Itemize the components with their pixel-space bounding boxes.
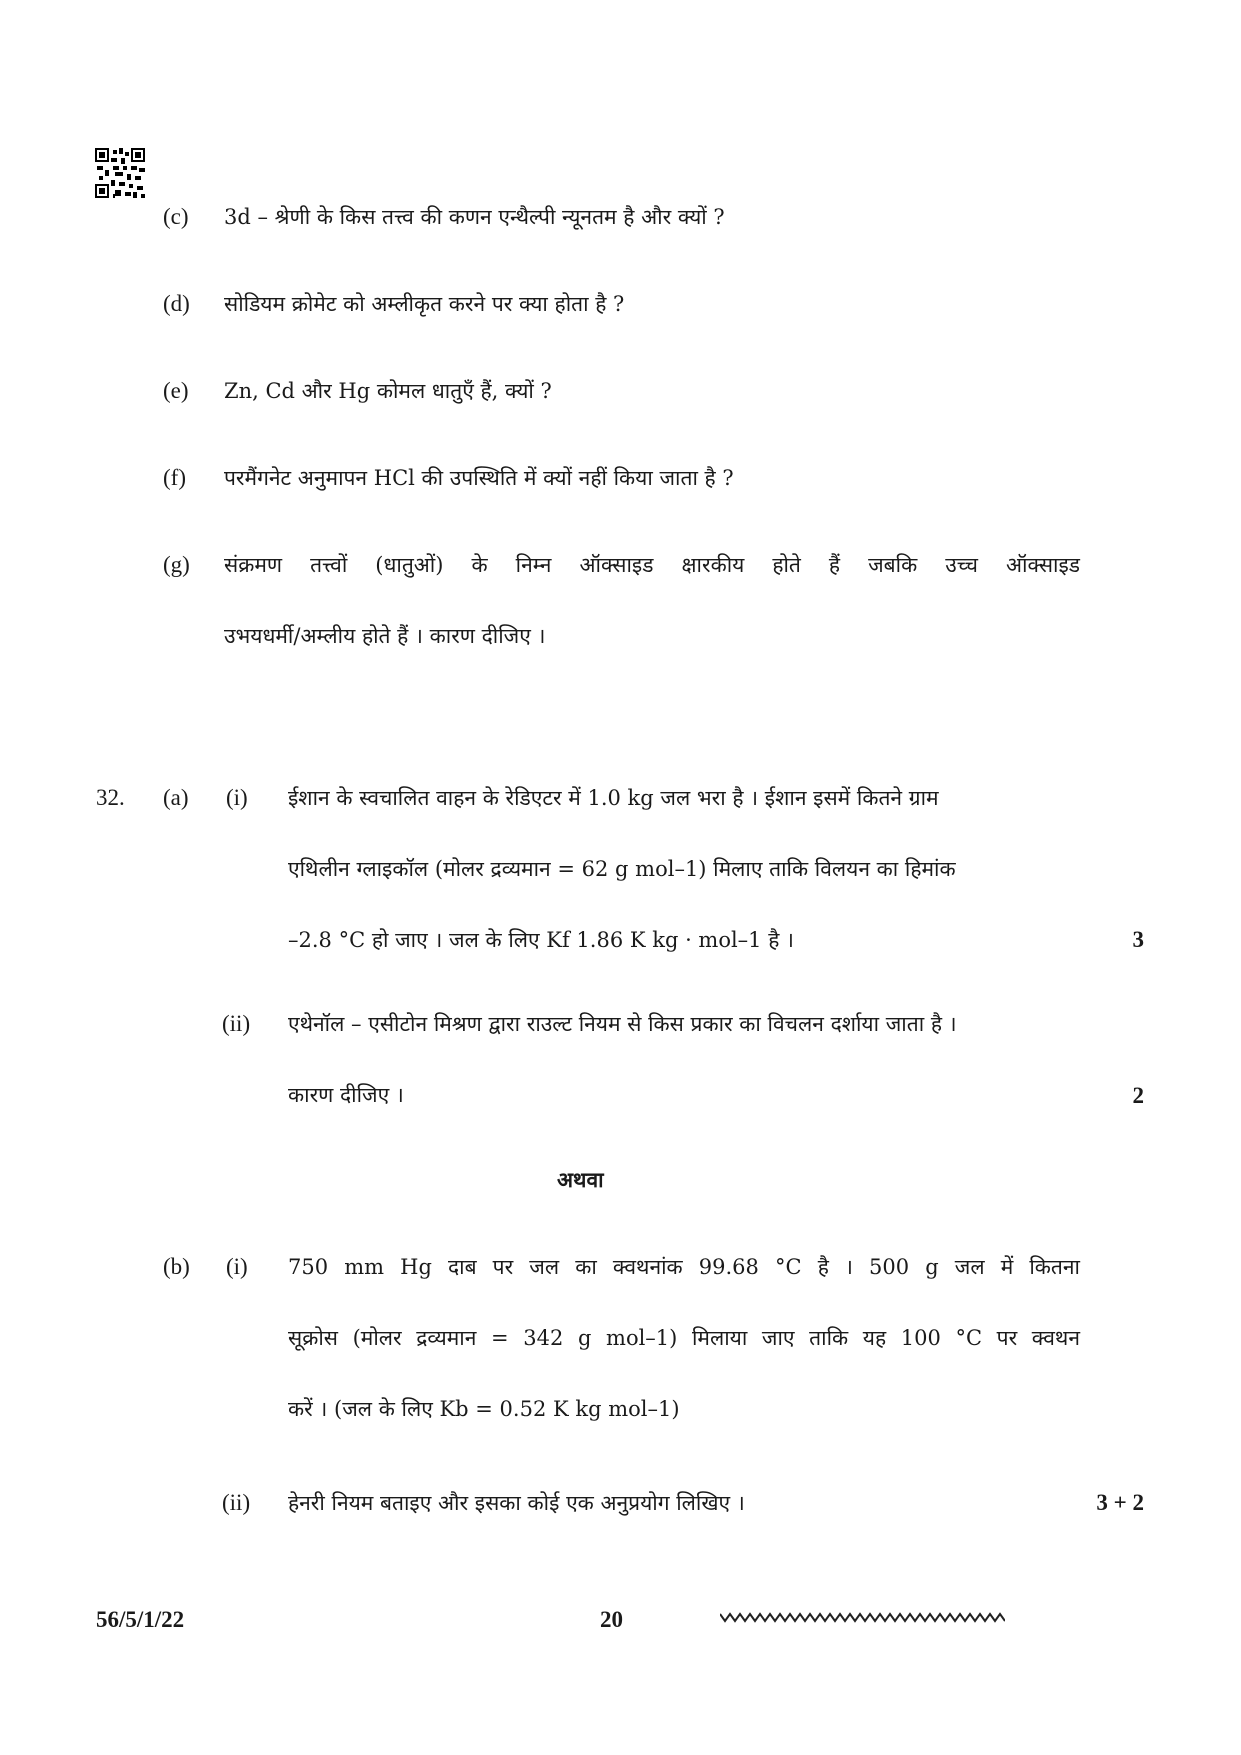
subpart-label-a-i: (i) — [226, 785, 248, 810]
question-text-32a-ii-line1: एथेनॉल – एसीटोन मिश्रण द्वारा राउल्ट नियम से किस प्रकार का विचलन दर्शाया जाता है । — [288, 1012, 957, 1036]
question-text-32b-i-line3: करें । (जल के लिए Kb = 0.52 K kg mol–1) — [288, 1397, 680, 1421]
question-text-g-line2: उभयधर्मी/अम्लीय होते हैं । कारण दीजिए । — [224, 624, 546, 648]
question-number-32: 32. — [96, 785, 125, 810]
question-text-32a-i-line2: एथिलीन ग्लाइकॉल (मोलर द्रव्यमान = 62 g mol–1) मिलाए ताकि विलयन का हिमांक — [288, 857, 956, 881]
paper-code: 56/5/1/22 — [96, 1607, 185, 1632]
part-label-b: (b) — [163, 1254, 190, 1279]
or-divider-text: अथवा — [557, 1167, 604, 1192]
question-text-d: सोडियम क्रोमेट को अम्लीकृत करने पर क्या होता है ? — [224, 292, 625, 316]
subpart-label-b-i: (i) — [226, 1254, 248, 1279]
question-text-e: Zn, Cd और Hg कोमल धातुएँ हैं, क्यों ? — [224, 379, 552, 403]
marks-32a-i: 3 — [1132, 927, 1144, 952]
qr-code — [95, 148, 145, 198]
marks-32a-ii: 2 — [1132, 1083, 1144, 1108]
wavy-line-mark — [720, 1610, 1005, 1624]
page-number: 20 — [600, 1607, 623, 1632]
marks-32b: 3 + 2 — [1096, 1490, 1144, 1515]
question-text-32b-i-line1: 750 mm Hg दाब पर जल का क्वथनांक 99.68 °C है । 500 g जल में कितना — [288, 1255, 1080, 1279]
question-text-32a-ii-line2: कारण दीजिए । — [288, 1083, 404, 1107]
question-text-g-line1: संक्रमण तत्त्वों (धातुओं) के निम्न ऑक्साइड क्षारकीय होते हैं जबकि उच्च ऑक्साइड — [224, 553, 1080, 577]
question-text-32b-i-line2: सूक्रोस (मोलर द्रव्यमान = 342 g mol–1) मिलाया जाए ताकि यह 100 °C पर क्वथन — [288, 1326, 1080, 1350]
part-label-d: (d) — [163, 291, 190, 316]
part-label-c: (c) — [163, 204, 189, 229]
question-text-f: परमैंगनेट अनुमापन HCl की उपस्थिति में क्यों नहीं किया जाता है ? — [224, 466, 734, 490]
subpart-label-a-ii: (ii) — [222, 1011, 251, 1036]
question-text-32b-ii-line1: हेनरी नियम बताइए और इसका कोई एक अनुप्रयोग लिखिए । — [288, 1491, 745, 1515]
question-text-32a-i-line3: –2.8 °C हो जाए । जल के लिए Kf 1.86 K kg · mol–1 है । — [288, 928, 795, 952]
part-label-e: (e) — [163, 378, 189, 403]
part-label-a: (a) — [163, 785, 189, 810]
question-text-c: 3d – श्रेणी के किस तत्त्व की कणन एन्थैल्पी न्यूनतम है और क्यों ? — [224, 205, 725, 229]
subpart-label-b-ii: (ii) — [222, 1490, 251, 1515]
part-label-f: (f) — [163, 465, 186, 490]
question-text-32a-i-line1: ईशान के स्वचालित वाहन के रेडिएटर में 1.0 kg जल भरा है । ईशान इसमें कितने ग्राम — [288, 786, 939, 810]
part-label-g: (g) — [163, 552, 190, 577]
